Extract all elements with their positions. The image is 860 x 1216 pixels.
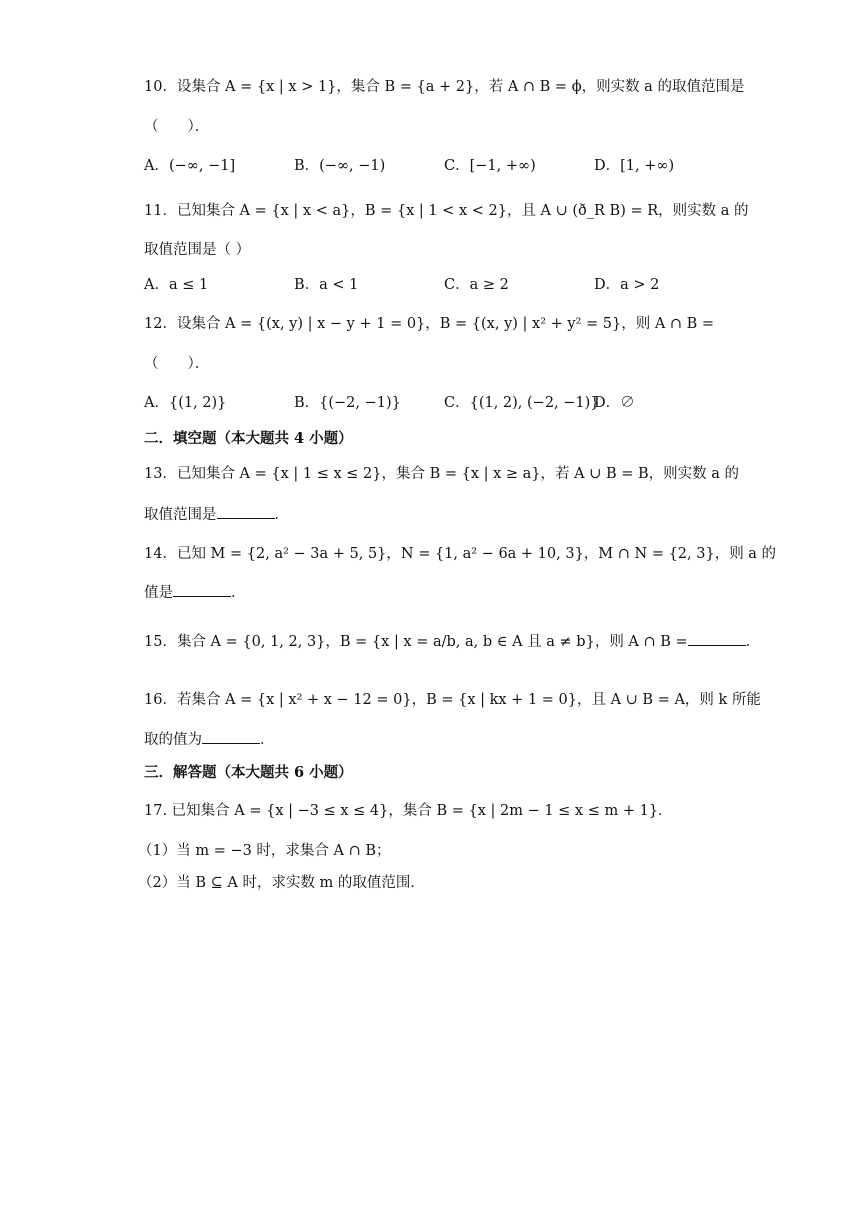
option-b: B．a < 1 [294, 277, 359, 293]
option-b: B．(−∞, −1) [294, 158, 386, 174]
question-17-stem: 17. 已知集合 A = {x | −3 ≤ x ≤ 4}，集合 B = {x | 2m − 1 ≤ x ≤ m + 1}． [144, 803, 673, 819]
question-10-options [144, 155, 744, 177]
question-10-stem-cont: （ ）． [144, 119, 210, 135]
option-a: A．a ≤ 1 [144, 277, 209, 293]
option-a: A．{(1, 2)} [144, 395, 227, 411]
option-c: C．{(1, 2), (−2, −1)} [444, 395, 600, 411]
question-14-stem-cont: 值是 ． [144, 582, 860, 604]
question-15-stem: 15．集合 A = {0, 1, 2, 3}，B = {x | x = a/b, a, b ∈ A 且 a ≠ b}，则 A ∩ B = ． [144, 631, 860, 653]
question-11-stem-cont: 取值范围是（ ） [144, 242, 251, 258]
question-16-stem: 16．若集合 A = {x | x² + x − 12 = 0}，B = {x | kx + 1 = 0}，且 A ∪ B = A，则 k 所能 [144, 692, 761, 708]
question-12-options [144, 392, 744, 414]
option-d: D．[1, +∞) [594, 158, 675, 174]
question-16-stem-cont: 取的值为 ． [144, 729, 860, 751]
answer-blank[interactable] [202, 729, 260, 744]
option-a: A．(−∞, −1] [144, 158, 236, 174]
answer-blank[interactable] [688, 631, 746, 646]
option-b: B．{(−2, −1)} [294, 395, 401, 411]
section-heading-solutions: 三．解答题（本大题共 6 小题） [144, 764, 353, 781]
question-13-stem: 13．已知集合 A = {x | 1 ≤ x ≤ 2}，集合 B = {x | x ≥ a}，若 A ∪ B = B，则实数 a 的 [144, 466, 740, 482]
option-c: C．[−1, +∞) [444, 158, 536, 174]
question-12-stem: 12．设集合 A = {(x, y) | x − y + 1 = 0}，B = {(x, y) | x² + y² = 5}，则 A ∩ B = [144, 316, 715, 332]
question-11-stem: 11．已知集合 A = {x | x < a}，B = {x | 1 < x < 2}，且 A ∪ (ð_R B) = R，则实数 a 的 [144, 203, 749, 219]
question-17-part-1: （1）当 m = −3 时，求集合 A ∩ B； [138, 843, 391, 859]
question-11-options [144, 274, 744, 296]
option-c: C．a ≥ 2 [444, 277, 509, 293]
question-17-part-2: （2）当 B ⊆ A 时，求实数 m 的取值范围． [138, 875, 425, 891]
question-12-stem-cont: （ ）． [144, 356, 210, 372]
section-heading-fill-in: 二．填空题（本大题共 4 小题） [144, 430, 353, 447]
option-d: D．∅ [594, 395, 635, 411]
question-14-stem: 14．已知 M = {2, a² − 3a + 5, 5}，N = {1, a² − 6a + 10, 3}，M ∩ N = {2, 3}，则 a 的 [144, 546, 777, 562]
question-13-stem-cont: 取值范围是 ． [144, 504, 860, 526]
option-d: D．a > 2 [594, 277, 660, 293]
answer-blank[interactable] [217, 504, 275, 519]
question-10-stem: 10．设集合 A = {x | x > 1}，集合 B = {a + 2}，若 A ∩ B = ϕ，则实数 a 的取值范围是 [144, 79, 745, 95]
answer-blank[interactable] [173, 582, 231, 597]
